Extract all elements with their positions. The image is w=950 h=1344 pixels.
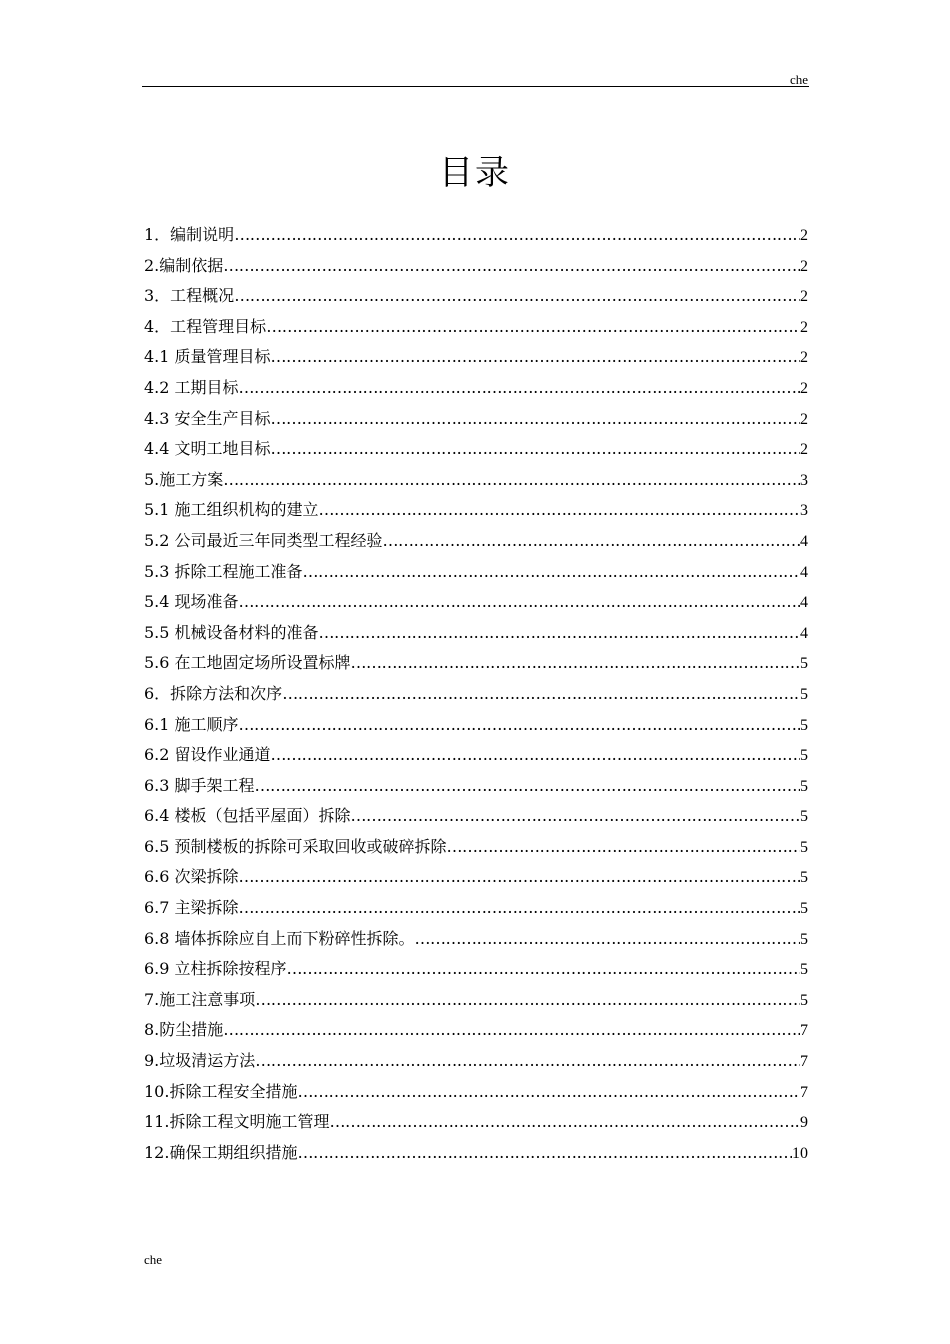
toc-entry-label: 6．拆除方法和次序 xyxy=(144,683,283,703)
toc-leader-dots xyxy=(383,526,800,557)
toc-entry-page: 10 xyxy=(792,1144,808,1162)
toc-entry-label: 6.7 主梁拆除 xyxy=(144,898,239,918)
toc-entry-page: 3 xyxy=(800,471,808,489)
toc-entry-page: 5 xyxy=(800,930,808,948)
toc-entry-label: 6.3 脚手架工程 xyxy=(144,775,255,795)
toc-entry[interactable] xyxy=(144,771,808,802)
toc-entry[interactable] xyxy=(144,893,808,924)
toc-leader-dots xyxy=(297,1077,800,1108)
toc-entry-label: 5.4 现场准备 xyxy=(144,592,239,612)
toc-entry-page: 5 xyxy=(800,655,808,673)
toc-entry-label: 4.2 工期目标 xyxy=(144,377,239,397)
toc-entry[interactable] xyxy=(144,1107,808,1138)
toc-entry-page: 5 xyxy=(800,777,808,795)
toc-entry-label: 11.拆除工程文明施工管理 xyxy=(144,1112,330,1132)
toc-entry[interactable] xyxy=(144,801,808,832)
toc-leader-dots xyxy=(415,924,800,955)
toc-entry-page: 4 xyxy=(800,594,808,612)
toc-entry-label: 6.9 立柱拆除按程序 xyxy=(144,959,287,979)
toc-entry-page: 5 xyxy=(800,685,808,703)
toc-entry-page: 2 xyxy=(800,288,808,306)
toc-entry-label: 4.1 质量管理目标 xyxy=(144,347,271,367)
toc-leader-dots xyxy=(234,281,800,312)
toc-entry-label: 2.编制依据 xyxy=(144,255,224,275)
toc-entry[interactable] xyxy=(144,251,808,282)
toc-entry-page: 2 xyxy=(800,410,808,428)
toc-leader-dots xyxy=(223,251,800,282)
toc-leader-dots xyxy=(234,220,800,251)
toc-leader-dots xyxy=(239,893,800,924)
toc-entry-label: 1．编制说明 xyxy=(144,225,235,244)
toc-entry-page: 5 xyxy=(800,838,808,856)
toc-entry-label: 5.2 公司最近三年同类型工程经验 xyxy=(144,530,383,550)
toc-entry-page: 5 xyxy=(800,747,808,765)
toc-entry[interactable] xyxy=(144,281,808,312)
toc-leader-dots xyxy=(255,985,800,1016)
toc-entry-label: 6.1 施工顺序 xyxy=(144,714,239,734)
toc-entry-label: 10.拆除工程安全措施 xyxy=(144,1081,298,1101)
toc-entry-label: 9.垃圾清运方法 xyxy=(144,1051,256,1071)
toc-leader-dots xyxy=(255,771,800,802)
toc-leader-dots xyxy=(239,710,800,741)
toc-entry[interactable] xyxy=(144,465,808,496)
toc-entry-page: 7 xyxy=(800,1083,808,1101)
toc-entry-label: 4．工程管理目标 xyxy=(144,316,267,336)
toc-entry[interactable] xyxy=(144,648,808,679)
toc-leader-dots xyxy=(239,587,800,618)
toc-entry[interactable] xyxy=(144,557,808,588)
toc-entry[interactable] xyxy=(144,587,808,618)
toc-entry-page: 2 xyxy=(800,379,808,397)
toc-entry[interactable] xyxy=(144,710,808,741)
page-title: 目录 xyxy=(439,152,511,193)
toc-entry-page: 2 xyxy=(800,441,808,459)
toc-entry-page: 7 xyxy=(800,1022,808,1040)
toc-leader-dots xyxy=(351,801,800,832)
toc-leader-dots xyxy=(303,557,800,588)
toc-entry-label: 6.4 楼板（包括平屋面）拆除 xyxy=(144,806,351,826)
toc-leader-dots xyxy=(329,1107,800,1138)
toc-leader-dots xyxy=(255,1046,800,1077)
toc-leader-dots xyxy=(223,465,800,496)
toc-entry-page: 2 xyxy=(800,227,808,244)
toc-entry-page: 4 xyxy=(800,624,808,642)
toc-entry-label: 4.4 文明工地目标 xyxy=(144,439,271,459)
toc-entry[interactable] xyxy=(144,1015,808,1046)
toc-leader-dots xyxy=(287,954,800,985)
toc-entry[interactable] xyxy=(144,954,808,985)
toc-entry-page: 7 xyxy=(800,1053,808,1071)
toc-entry[interactable] xyxy=(144,526,808,557)
toc-entry-label: 8.防尘措施 xyxy=(144,1020,224,1040)
toc-entry-label: 6.2 留设作业通道 xyxy=(144,745,271,765)
toc-entry-label: 12.确保工期组织措施 xyxy=(144,1142,298,1162)
toc-leader-dots xyxy=(297,1138,792,1169)
toc-entry[interactable] xyxy=(144,404,808,435)
toc-entry-label: 5.施工方案 xyxy=(144,469,224,489)
toc-entry[interactable] xyxy=(144,220,808,251)
toc-entry[interactable] xyxy=(144,924,808,955)
toc-entry-label: 5.5 机械设备材料的准备 xyxy=(144,622,319,642)
toc-entry-label: 5.1 施工组织机构的建立 xyxy=(144,500,319,520)
toc-entry[interactable] xyxy=(144,312,808,343)
toc-entry-page: 5 xyxy=(800,808,808,826)
toc-entry[interactable] xyxy=(144,1138,808,1169)
toc-entry-page: 5 xyxy=(800,900,808,918)
page-header-text: che xyxy=(789,72,808,87)
toc-entry-page: 5 xyxy=(800,961,808,979)
toc-entry-page: 5 xyxy=(800,716,808,734)
toc-entry-label: 6.6 次梁拆除 xyxy=(144,867,239,887)
toc-entry-page: 3 xyxy=(800,502,808,520)
toc-entry-label: 5.3 拆除工程施工准备 xyxy=(144,561,303,581)
toc-entry-page: 4 xyxy=(800,532,808,550)
toc-entry-page: 5 xyxy=(800,991,808,1009)
toc-leader-dots xyxy=(239,373,800,404)
toc-entry[interactable] xyxy=(144,1046,808,1077)
toc-leader-dots xyxy=(271,740,800,771)
toc-leader-dots xyxy=(447,832,800,863)
toc-leader-dots xyxy=(266,312,800,343)
toc-entry[interactable] xyxy=(144,679,808,710)
toc-entry[interactable] xyxy=(144,434,808,465)
toc-leader-dots xyxy=(319,495,800,526)
toc-entry[interactable] xyxy=(144,740,808,771)
toc-leader-dots xyxy=(271,342,800,373)
toc-leader-dots xyxy=(351,648,800,679)
toc-entry[interactable] xyxy=(144,495,808,526)
toc-entry[interactable] xyxy=(144,862,808,893)
toc-entry[interactable] xyxy=(144,342,808,373)
page-footer-text: che xyxy=(144,1252,163,1267)
toc-leader-dots xyxy=(239,862,800,893)
toc-entry-label: 5.6 在工地固定场所设置标牌 xyxy=(144,653,351,673)
toc-entry[interactable] xyxy=(144,1077,808,1108)
toc-entry-page: 5 xyxy=(800,869,808,887)
toc-entry[interactable] xyxy=(144,373,808,404)
toc-entry-label: 6.5 预制楼板的拆除可采取回收或破碎拆除 xyxy=(144,836,447,856)
toc-entry-page: 9 xyxy=(800,1114,808,1132)
toc-entry-label: 4.3 安全生产目标 xyxy=(144,408,271,428)
toc-entry-label: 3．工程概况 xyxy=(144,286,235,306)
toc-entry-label: 7.施工注意事项 xyxy=(144,989,256,1009)
toc-entry[interactable] xyxy=(144,618,808,649)
toc-leader-dots xyxy=(271,434,800,465)
table-of-contents xyxy=(144,220,808,1168)
toc-entry-label: 6.8 墙体拆除应自上而下粉碎性拆除。 xyxy=(144,928,415,948)
toc-leader-dots xyxy=(282,679,800,710)
toc-leader-dots xyxy=(319,618,800,649)
header-divider xyxy=(142,86,809,87)
toc-entry-page: 2 xyxy=(800,349,808,367)
toc-entry[interactable] xyxy=(144,832,808,863)
toc-leader-dots xyxy=(223,1015,800,1046)
toc-entry-page: 4 xyxy=(800,563,808,581)
toc-entry-page: 2 xyxy=(800,257,808,275)
toc-entry[interactable] xyxy=(144,985,808,1016)
toc-entry-page: 2 xyxy=(800,318,808,336)
toc-leader-dots xyxy=(271,404,800,435)
